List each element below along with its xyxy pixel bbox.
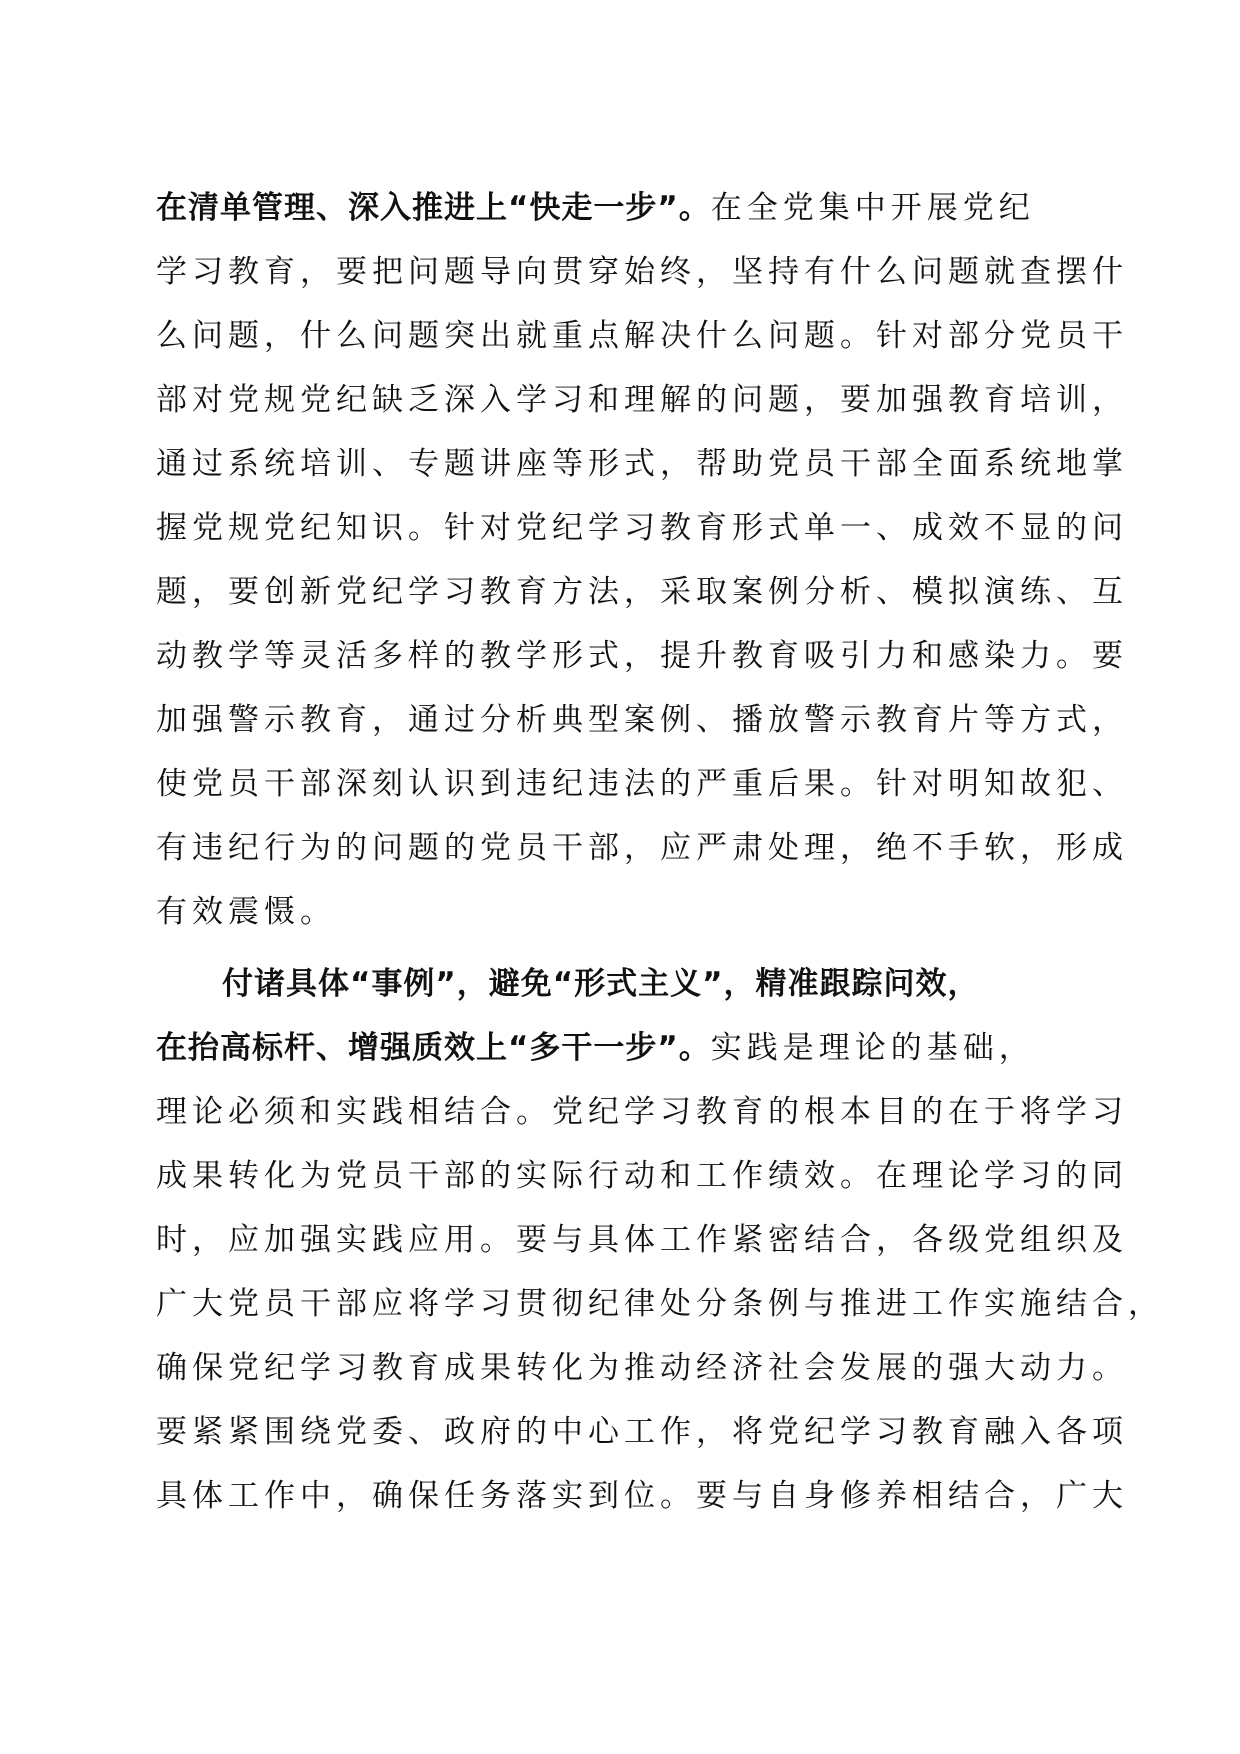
- paragraph-2-line: 确保党纪学习教育成果转化为推动经济社会发展的强大动力。: [156, 1350, 1128, 1386]
- paragraph-2-heading: 付诸具体“事例”，避免“形式主义”，精准跟踪问效，: [222, 966, 980, 1002]
- paragraph-2-heading: 在抬高标杆、增强质效上“多干一步”。: [156, 1030, 711, 1066]
- paragraph-1-line: 使党员干部深刻认识到违纪违法的严重后果。针对明知故犯、: [156, 766, 1128, 802]
- paragraph-1-text: 在全党集中开展党纪: [710, 190, 1035, 226]
- paragraph-2-text: 实践是理论的基础，: [710, 1030, 1035, 1066]
- paragraph-2-line: 时，应加强实践应用。要与具体工作紧密结合，各级党组织及: [156, 1222, 1128, 1258]
- paragraph-1-line: 有效震慑。: [156, 894, 336, 930]
- paragraph-2-line: [222, 960, 980, 1008]
- paragraph-1-line: 有违纪行为的问题的党员干部，应严肃处理，绝不手软，形成: [156, 830, 1128, 866]
- paragraph-1-line: 握党规党纪知识。针对党纪学习教育形式单一、成效不显的问: [156, 510, 1128, 546]
- paragraph-2-line: 具体工作中，确保任务落实到位。要与自身修养相结合，广大: [156, 1478, 1128, 1514]
- paragraph-2-line: 要紧紧围绕党委、政府的中心工作，将党纪学习教育融入各项: [156, 1414, 1128, 1450]
- paragraph-1-line: 学习教育，要把问题导向贯穿始终，坚持有什么问题就查摆什: [156, 254, 1128, 290]
- paragraph-2-line: [156, 1024, 1035, 1072]
- paragraph-1-line: 通过系统培训、专题讲座等形式，帮助党员干部全面系统地掌: [156, 446, 1128, 482]
- paragraph-2-line: 理论必须和实践相结合。党纪学习教育的根本目的在于将学习: [156, 1094, 1128, 1130]
- paragraph-2-line: 成果转化为党员干部的实际行动和工作绩效。在理论学习的同: [156, 1158, 1128, 1194]
- paragraph-1-line: 动教学等灵活多样的教学形式，提升教育吸引力和感染力。要: [156, 638, 1128, 674]
- paragraph-1-line: 部对党规党纪缺乏深入学习和理解的问题，要加强教育培训，: [156, 382, 1128, 418]
- paragraph-2-line: 广大党员干部应将学习贯彻纪律处分条例与推进工作实施结合，: [156, 1286, 1164, 1322]
- paragraph-1-line: 加强警示教育，通过分析典型案例、播放警示教育片等方式，: [156, 702, 1128, 738]
- paragraph-1-line: [156, 184, 1035, 232]
- paragraph-1-line: 题，要创新党纪学习教育方法，采取案例分析、模拟演练、互: [156, 574, 1128, 610]
- paragraph-1-heading: 在清单管理、深入推进上“快走一步”。: [156, 190, 711, 226]
- paragraph-1-line: 么问题，什么问题突出就重点解决什么问题。针对部分党员干: [156, 318, 1128, 354]
